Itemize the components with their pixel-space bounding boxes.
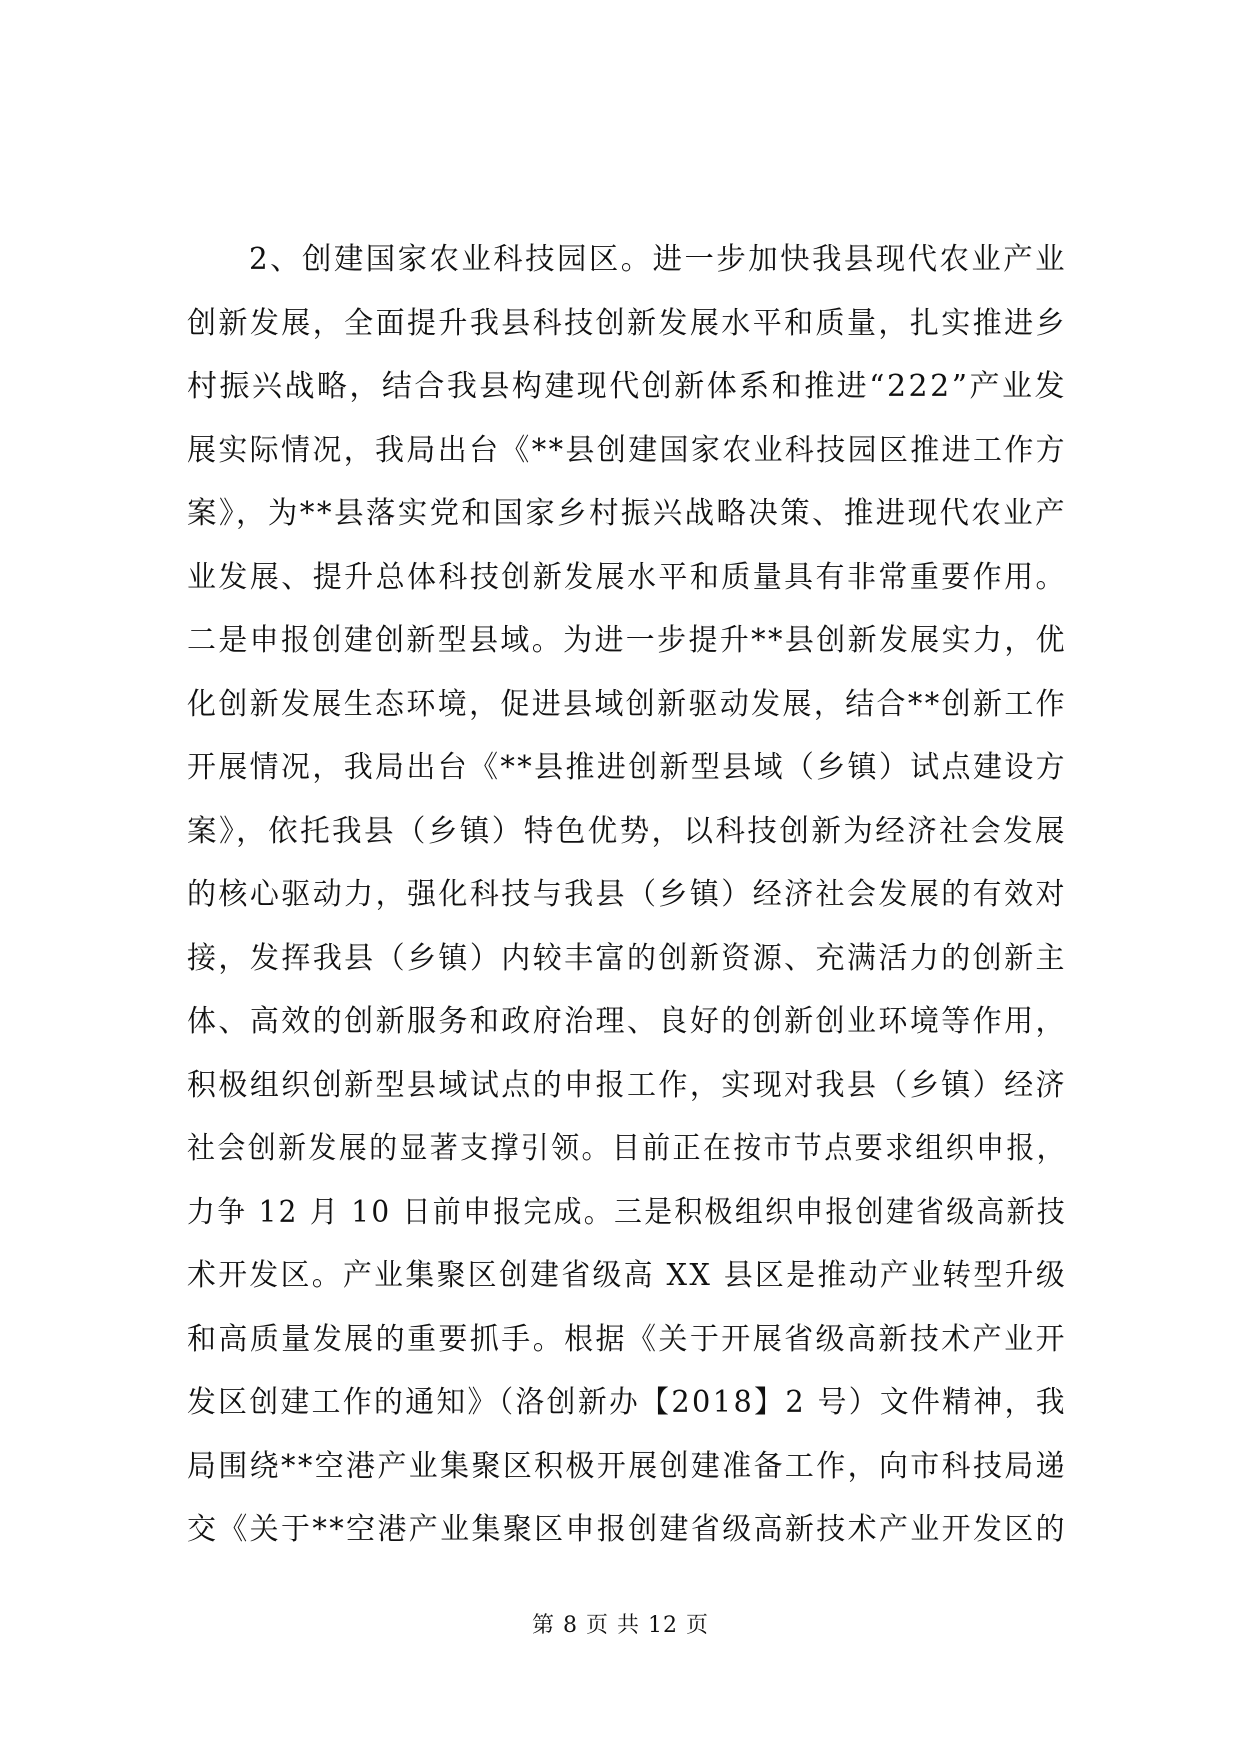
- text-line: [187, 736, 1067, 800]
- text-line: [187, 673, 1067, 737]
- text-line-content: 局围绕**空港产业集聚区积极开展创建准备工作，向市科技局递: [187, 1448, 1068, 1484]
- text-line: [187, 990, 1067, 1054]
- text-line-content: 交《关于**空港产业集聚区申报创建省级高新技术产业开发区的: [187, 1512, 1068, 1547]
- text-line-content: 和高质量发展的重要抓手。根据《关于开展省级高新技术产业开: [187, 1321, 1067, 1357]
- text-line: [187, 1435, 1067, 1499]
- text-line: [187, 1117, 1067, 1181]
- text-line: [187, 927, 1067, 991]
- text-line: [187, 1371, 1067, 1435]
- text-line-content: 积极组织创新型县域试点的申报工作，实现对我县（乡镇）经济: [187, 1067, 1067, 1103]
- text-line-content: 的核心驱动力，强化科技与我县（乡镇）经济社会发展的有效对: [187, 877, 1067, 912]
- text-line-content: 案》，依托我县（乡镇）特色优势，以科技创新为经济社会发展: [187, 813, 1067, 849]
- text-line-content: 接，发挥我县（乡镇）内较丰富的创新资源、充满活力的创新主: [187, 940, 1067, 976]
- text-line-content: 体、高效的创新服务和政府治理、良好的创新创业环境等作用，: [187, 1004, 1067, 1039]
- text-line: [187, 546, 1067, 610]
- text-line: [187, 228, 1067, 292]
- text-line-content: 2、创建国家农业科技园区。进一步加快我县现代农业产业: [249, 242, 1067, 277]
- text-line: [187, 1181, 1067, 1245]
- body-text: [187, 228, 1067, 1562]
- page-number-label: 第 8 页 共 12 页: [532, 1613, 709, 1638]
- text-line-content: 业发展、提升总体科技创新发展水平和质量具有非常重要作用。: [187, 559, 1067, 595]
- text-line-content: 创新发展，全面提升我县科技创新发展水平和质量，扎实推进乡: [187, 305, 1067, 341]
- text-line: [187, 800, 1067, 864]
- text-line: [187, 609, 1067, 673]
- text-line-content: 展实际情况，我局出台《**县创建国家农业科技园区推进工作方: [187, 432, 1068, 468]
- text-line: [187, 355, 1067, 419]
- page-footer: [0, 1611, 1241, 1641]
- text-line-content: 术开发区。产业集聚区创建省级高 XX 县区是推动产业转型升级: [187, 1258, 1068, 1293]
- text-line-content: 案》，为**县落实党和国家乡村振兴战略决策、推进现代农业产: [187, 496, 1067, 531]
- text-line: [187, 863, 1067, 927]
- text-line: [187, 1498, 1067, 1562]
- text-line: [187, 1244, 1067, 1308]
- text-line: [187, 1308, 1067, 1372]
- text-line: [187, 1054, 1067, 1118]
- text-line-content: 开展情况，我局出台《**县推进创新型县域（乡镇）试点建设方: [187, 750, 1068, 785]
- text-line-content: 发区创建工作的通知》（洛创新办【2018】2 号）文件精神，我: [187, 1385, 1067, 1420]
- text-line: [187, 482, 1067, 546]
- text-line-content: 力争 12 月 10 日前申报完成。三是积极组织申报创建省级高新技: [187, 1194, 1068, 1230]
- text-line: [187, 419, 1067, 483]
- text-line-content: 社会创新发展的显著支撑引领。目前正在按市节点要求组织申报，: [187, 1131, 1068, 1166]
- text-line-content: 村振兴战略，结合我县构建现代创新体系和推进“222”产业发: [187, 369, 1067, 404]
- text-line-content: 二是申报创建创新型县域。为进一步提升**县创新发展实力，优: [187, 623, 1068, 658]
- text-line-content: 化创新发展生态环境，促进县域创新驱动发展，结合**创新工作: [187, 686, 1068, 722]
- text-line: [187, 292, 1067, 356]
